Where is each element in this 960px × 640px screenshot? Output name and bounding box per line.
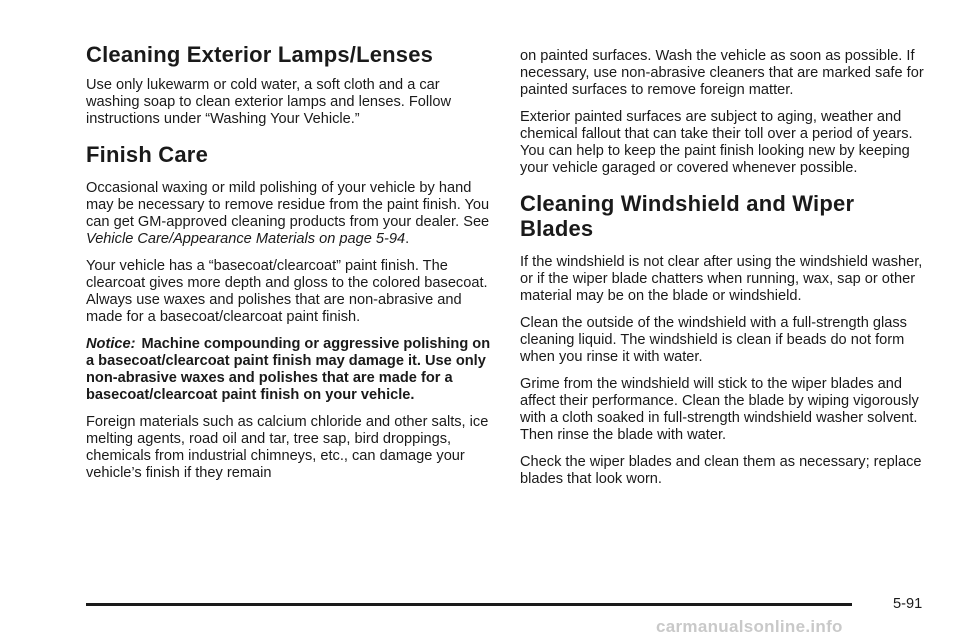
heading-cleaning-windshield: Cleaning Windshield and Wiper Blades <box>520 191 855 242</box>
left-column <box>86 42 492 482</box>
right-column <box>520 48 928 488</box>
paragraph-finish-1 <box>86 180 492 248</box>
paragraph-continued: on painted surfaces. Wash the vehicle as soon as possible. If necessary, use non-abrasive cleaners that are marked safe for painted surfaces to remove foreign matter. <box>520 48 924 98</box>
page-number: 5-91 <box>893 596 923 612</box>
paragraph-exterior-surfaces: Exterior painted surfaces are subject to aging, weather and chemical fallout that can take their toll over a period of years. You can help to keep the paint finish looking new by keeping your vehicle garaged or covered whenever possible. <box>520 109 913 176</box>
cross-reference-link: Vehicle Care/Appearance Materials on page 5-94 <box>86 230 406 247</box>
paragraph-windshield-2: Clean the outside of the windshield with a full-strength glass cleaning liquid. The windshield is clean if beads do not form when you rinse it with water. <box>520 314 907 365</box>
paragraph-foreign-materials: Foreign materials such as calcium chloride and other salts, ice melting agents, road oil and tar, tree sap, bird droppings, chemicals from industrial chimneys, etc., can damage your vehicle’s finish if they remain <box>86 413 489 481</box>
paragraph-windshield-1: If the windshield is not clear after using the windshield washer, or if the wiper blade chatters when running, wax, sap or other material may be on the blade or windshield. <box>520 253 923 304</box>
paragraph-windshield-3: Grime from the windshield will stick to the wiper blades and affect their performance. Clean the blade by wiping vigorously with a cloth soaked in full-strength windshield washer solvent. Then rinse the blade with water. <box>520 375 919 443</box>
heading-cleaning-exterior-lamps: Cleaning Exterior Lamps/Lenses <box>86 42 434 67</box>
paragraph-finish-1-end: . <box>405 230 410 247</box>
heading-finish-care: Finish Care <box>86 142 209 168</box>
paragraph-finish-2: Your vehicle has a “basecoat/clearcoat” paint finish. The clearcoat gives more depth and gloss to the colored basecoat. Always use waxes and polishes that are non-abrasive and made for a basecoat/clearcoat paint finish. <box>86 257 488 325</box>
watermark: carmanualsonline.info <box>656 617 843 636</box>
paragraph-finish-1-text: Occasional waxing or mild polishing of your vehicle by hand may be necessary to remove residue from the paint finish. You can get GM-approved cleaning products from your dealer. See <box>86 179 490 230</box>
paragraph-windshield-4: Check the wiper blades and clean them as necessary; replace blades that look worn. <box>520 453 922 487</box>
notice-body: Machine compounding or aggressive polishing on a basecoat/clearcoat paint finish may damage it. Use only non-abrasive waxes and polishes that are made for a basecoat/clearcoat paint finish on your vehicle. <box>86 335 491 403</box>
paragraph-lamps: Use only lukewarm or cold water, a soft cloth and a car washing soap to clean exterior lamps and lenses. Follow instructions under “Washing Your Vehicle.” <box>86 77 452 128</box>
notice-block <box>86 336 492 404</box>
notice-label: Notice: <box>86 335 136 352</box>
footer-rule <box>86 603 852 606</box>
